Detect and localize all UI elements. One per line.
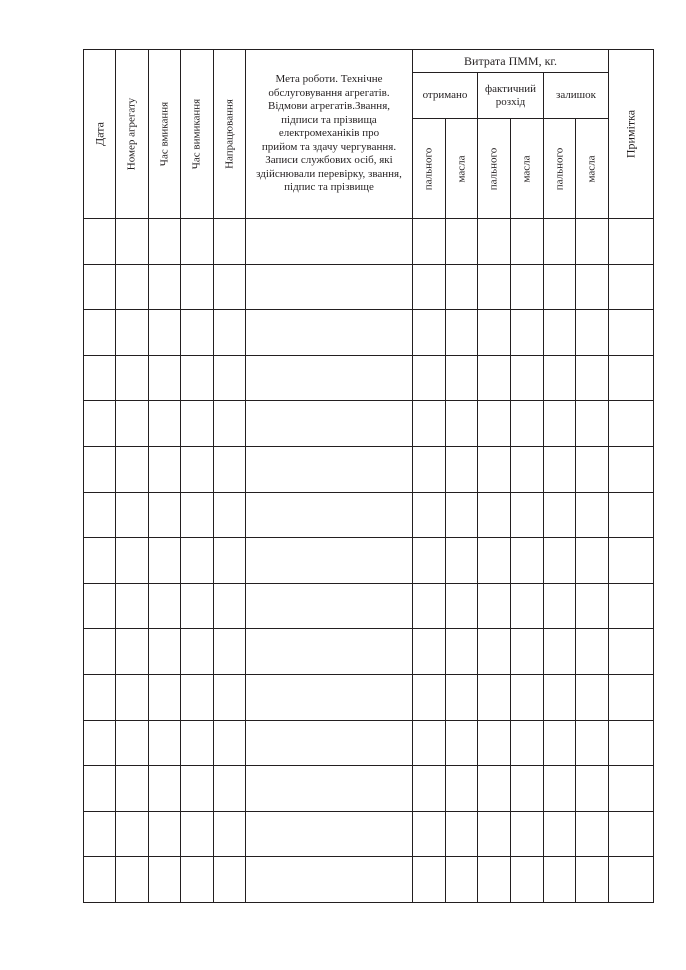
- table-cell[interactable]: [446, 264, 478, 310]
- table-cell[interactable]: [511, 766, 544, 812]
- table-cell[interactable]: [116, 811, 149, 857]
- table-cell[interactable]: [576, 446, 609, 492]
- table-cell[interactable]: [413, 492, 446, 538]
- header-purpose-line: підписи та прізвища: [281, 113, 377, 126]
- table-cell[interactable]: [84, 766, 116, 812]
- header-actual-consumption-line: розхід: [495, 95, 526, 108]
- table-cell[interactable]: [181, 264, 214, 310]
- table-cell[interactable]: [413, 355, 446, 401]
- table-cell[interactable]: [446, 401, 478, 447]
- table-cell[interactable]: [116, 355, 149, 401]
- table-cell[interactable]: [149, 401, 181, 447]
- table-cell[interactable]: [149, 446, 181, 492]
- table-cell[interactable]: [446, 538, 478, 584]
- table-cell[interactable]: [214, 310, 246, 356]
- table-cell[interactable]: [149, 811, 181, 857]
- table-cell[interactable]: [246, 766, 413, 812]
- table-row: [84, 219, 654, 265]
- table-cell[interactable]: [214, 355, 246, 401]
- table-cell[interactable]: [149, 538, 181, 584]
- table-cell[interactable]: [478, 264, 511, 310]
- table-cell[interactable]: [84, 629, 116, 675]
- table-cell[interactable]: [116, 766, 149, 812]
- table-cell[interactable]: [478, 492, 511, 538]
- table-cell[interactable]: [511, 446, 544, 492]
- table-cell[interactable]: [576, 857, 609, 903]
- table-cell[interactable]: [149, 310, 181, 356]
- table-cell[interactable]: [116, 310, 149, 356]
- table-cell[interactable]: [84, 720, 116, 766]
- table-cell[interactable]: [149, 492, 181, 538]
- table-cell[interactable]: [609, 538, 654, 584]
- table-cell[interactable]: [478, 583, 511, 629]
- table-cell[interactable]: [609, 355, 654, 401]
- table-cell[interactable]: [511, 264, 544, 310]
- table-cell[interactable]: [84, 219, 116, 265]
- table-cell[interactable]: [149, 264, 181, 310]
- table-cell[interactable]: [478, 401, 511, 447]
- header-actual-consumption-line: фактичний: [484, 82, 537, 95]
- table-cell[interactable]: [609, 310, 654, 356]
- table-cell[interactable]: [544, 401, 576, 447]
- table-cell[interactable]: [246, 538, 413, 584]
- table-cell[interactable]: [609, 446, 654, 492]
- table-cell[interactable]: [446, 492, 478, 538]
- table-cell[interactable]: [413, 446, 446, 492]
- header-purpose-line: електромеханіків про: [278, 127, 380, 140]
- table-cell[interactable]: [214, 720, 246, 766]
- table-cell[interactable]: [116, 401, 149, 447]
- table-cell[interactable]: [246, 401, 413, 447]
- table-cell[interactable]: [246, 446, 413, 492]
- table-cell[interactable]: [446, 583, 478, 629]
- table-row: [84, 857, 654, 903]
- table-cell[interactable]: [544, 538, 576, 584]
- table-cell[interactable]: [84, 583, 116, 629]
- table-cell[interactable]: [413, 720, 446, 766]
- header-fuel-label: пального: [487, 147, 500, 190]
- table-cell[interactable]: [413, 811, 446, 857]
- table-cell[interactable]: [446, 219, 478, 265]
- table-cell[interactable]: [246, 310, 413, 356]
- table-cell[interactable]: [413, 219, 446, 265]
- table-cell[interactable]: [511, 811, 544, 857]
- table-cell[interactable]: [116, 264, 149, 310]
- table-cell[interactable]: [181, 310, 214, 356]
- table-cell[interactable]: [576, 629, 609, 675]
- table-cell[interactable]: [116, 674, 149, 720]
- header-hours-worked: [214, 50, 246, 219]
- table-cell[interactable]: [511, 857, 544, 903]
- table-cell[interactable]: [181, 446, 214, 492]
- table-cell[interactable]: [246, 355, 413, 401]
- table-cell[interactable]: [413, 401, 446, 447]
- header-purpose-line: обслуговування агрегатів.: [268, 86, 390, 99]
- table-cell[interactable]: [511, 674, 544, 720]
- table-cell[interactable]: [84, 538, 116, 584]
- table-cell[interactable]: [214, 492, 246, 538]
- header-consumption-oil: [511, 119, 544, 219]
- table-cell[interactable]: [413, 310, 446, 356]
- table-cell[interactable]: [149, 674, 181, 720]
- table-cell[interactable]: [609, 264, 654, 310]
- table-cell[interactable]: [149, 219, 181, 265]
- header-remainder: залишок: [544, 73, 609, 119]
- table-row: [84, 446, 654, 492]
- table-cell[interactable]: [478, 766, 511, 812]
- header-received-fuel: [413, 119, 446, 219]
- table-cell[interactable]: [116, 720, 149, 766]
- table-cell[interactable]: [544, 583, 576, 629]
- table-cell[interactable]: [181, 720, 214, 766]
- table-row: [84, 766, 654, 812]
- table-cell[interactable]: [511, 355, 544, 401]
- table-row: [84, 583, 654, 629]
- table-row: [84, 720, 654, 766]
- table-cell[interactable]: [544, 355, 576, 401]
- table-cell[interactable]: [181, 766, 214, 812]
- table-cell[interactable]: [214, 401, 246, 447]
- table-cell[interactable]: [511, 538, 544, 584]
- header-purpose-line: прийом та здачу чергування.: [261, 140, 397, 153]
- header-note-label: Примітка: [623, 109, 638, 159]
- header-hours-worked-label: Напрацювання: [223, 99, 235, 169]
- table-cell[interactable]: [214, 219, 246, 265]
- table-cell[interactable]: [609, 401, 654, 447]
- table-cell[interactable]: [149, 720, 181, 766]
- table-cell[interactable]: [511, 583, 544, 629]
- fuel-log-table: [83, 49, 654, 903]
- table-cell[interactable]: [576, 674, 609, 720]
- table-cell[interactable]: [576, 720, 609, 766]
- table-cell[interactable]: [609, 720, 654, 766]
- table-cell[interactable]: [609, 674, 654, 720]
- table-cell[interactable]: [246, 583, 413, 629]
- table-cell[interactable]: [246, 629, 413, 675]
- table-cell[interactable]: [214, 629, 246, 675]
- header-purpose-line: Мета роботи. Технічне: [275, 73, 383, 86]
- table-cell[interactable]: [413, 583, 446, 629]
- table-cell[interactable]: [446, 674, 478, 720]
- header-fuel-label: пального: [422, 147, 435, 190]
- table-cell[interactable]: [576, 811, 609, 857]
- table-cell[interactable]: [116, 857, 149, 903]
- header-oil-label: масла: [455, 154, 467, 183]
- header-time-off: [181, 50, 214, 219]
- header-purpose-line: підпис та прізвище: [284, 181, 374, 194]
- header-oil-label: масла: [585, 154, 598, 183]
- table-cell[interactable]: [544, 446, 576, 492]
- table-cell[interactable]: [576, 492, 609, 538]
- table-cell[interactable]: [609, 219, 654, 265]
- table-cell[interactable]: [413, 629, 446, 675]
- header-fuel-label: пального: [553, 147, 565, 190]
- header-purpose: [246, 50, 413, 219]
- table-cell[interactable]: [544, 811, 576, 857]
- table-cell[interactable]: [84, 355, 116, 401]
- table-cell[interactable]: [544, 264, 576, 310]
- table-cell[interactable]: [116, 583, 149, 629]
- table-cell[interactable]: [246, 492, 413, 538]
- table-row: [84, 401, 654, 447]
- table-cell[interactable]: [478, 310, 511, 356]
- table-cell[interactable]: [446, 766, 478, 812]
- table-row: [84, 492, 654, 538]
- table-cell[interactable]: [511, 720, 544, 766]
- table-cell[interactable]: [544, 766, 576, 812]
- table-cell[interactable]: [576, 219, 609, 265]
- table-cell[interactable]: [544, 720, 576, 766]
- header-note: [609, 50, 654, 219]
- table-cell[interactable]: [446, 811, 478, 857]
- table-cell[interactable]: [84, 310, 116, 356]
- table-cell[interactable]: [246, 811, 413, 857]
- table-row: [84, 264, 654, 310]
- table-cell[interactable]: [84, 811, 116, 857]
- table-cell[interactable]: [609, 492, 654, 538]
- table-cell[interactable]: [84, 264, 116, 310]
- table-cell[interactable]: [84, 674, 116, 720]
- table-cell[interactable]: [511, 629, 544, 675]
- table-cell[interactable]: [84, 401, 116, 447]
- table-cell[interactable]: [478, 857, 511, 903]
- table-cell[interactable]: [478, 219, 511, 265]
- table-cell[interactable]: [214, 583, 246, 629]
- table-cell[interactable]: [181, 219, 214, 265]
- table-cell[interactable]: [149, 766, 181, 812]
- table-row: [84, 629, 654, 675]
- table-cell[interactable]: [246, 720, 413, 766]
- table-row: [84, 674, 654, 720]
- table-cell[interactable]: [478, 811, 511, 857]
- table-cell[interactable]: [116, 492, 149, 538]
- table-cell[interactable]: [413, 857, 446, 903]
- table-cell[interactable]: [214, 264, 246, 310]
- table-cell[interactable]: [576, 583, 609, 629]
- table-cell[interactable]: [116, 446, 149, 492]
- header-unit-number-label: Номер агрегату: [125, 97, 138, 171]
- table-cell[interactable]: [609, 857, 654, 903]
- table-cell[interactable]: [446, 446, 478, 492]
- table-cell[interactable]: [609, 766, 654, 812]
- table-cell[interactable]: [181, 811, 214, 857]
- table-cell[interactable]: [246, 219, 413, 265]
- table-cell[interactable]: [413, 264, 446, 310]
- table-cell[interactable]: [413, 538, 446, 584]
- table-cell[interactable]: [413, 674, 446, 720]
- table-cell[interactable]: [84, 492, 116, 538]
- table-cell[interactable]: [544, 857, 576, 903]
- table-cell[interactable]: [181, 355, 214, 401]
- header-consumption-fuel: [478, 119, 511, 219]
- header-purpose-line: Відмови агрегатів.Звання,: [268, 100, 390, 113]
- table-cell[interactable]: [413, 766, 446, 812]
- table-cell[interactable]: [544, 629, 576, 675]
- table-cell[interactable]: [446, 629, 478, 675]
- table-cell[interactable]: [544, 219, 576, 265]
- header-purpose-line: здійснювали перевірку, звання,: [256, 167, 402, 180]
- table-cell[interactable]: [116, 538, 149, 584]
- table-cell[interactable]: [576, 264, 609, 310]
- table-cell[interactable]: [181, 401, 214, 447]
- table-cell[interactable]: [511, 401, 544, 447]
- table-cell[interactable]: [544, 310, 576, 356]
- table-cell[interactable]: [446, 857, 478, 903]
- table-cell[interactable]: [609, 583, 654, 629]
- table-cell[interactable]: [214, 674, 246, 720]
- table-row: [84, 811, 654, 857]
- table-cell[interactable]: [478, 720, 511, 766]
- table-cell[interactable]: [478, 538, 511, 584]
- table-cell[interactable]: [576, 355, 609, 401]
- header-remainder-oil: [576, 119, 609, 219]
- table-cell[interactable]: [181, 674, 214, 720]
- header-purpose-line: Записи службових осіб, які: [265, 154, 393, 167]
- table-cell[interactable]: [214, 446, 246, 492]
- table-cell[interactable]: [609, 629, 654, 675]
- table-cell[interactable]: [478, 674, 511, 720]
- table-row: [84, 310, 654, 356]
- table-cell[interactable]: [576, 766, 609, 812]
- table-cell[interactable]: [511, 310, 544, 356]
- table-cell[interactable]: [446, 720, 478, 766]
- table-cell[interactable]: [478, 629, 511, 675]
- fuel-log-sheet: [83, 49, 654, 903]
- header-date: [84, 50, 116, 219]
- table-cell[interactable]: [478, 355, 511, 401]
- table-cell[interactable]: [181, 538, 214, 584]
- table-cell[interactable]: [544, 492, 576, 538]
- table-cell[interactable]: [181, 629, 214, 675]
- table-cell[interactable]: [214, 538, 246, 584]
- header-time-on-label: Час вмикання: [158, 101, 170, 167]
- header-received: отримано: [413, 73, 478, 119]
- table-cell[interactable]: [609, 811, 654, 857]
- table-cell[interactable]: [246, 857, 413, 903]
- table-cell[interactable]: [576, 538, 609, 584]
- header-oil-label: масла: [520, 154, 533, 183]
- table-cell[interactable]: [181, 492, 214, 538]
- table-cell[interactable]: [511, 492, 544, 538]
- table-cell[interactable]: [149, 583, 181, 629]
- table-row: [84, 355, 654, 401]
- table-cell[interactable]: [511, 219, 544, 265]
- header-actual-consumption: [478, 73, 544, 119]
- table-cell[interactable]: [214, 766, 246, 812]
- table-cell[interactable]: [84, 446, 116, 492]
- table-cell[interactable]: [149, 629, 181, 675]
- header-fuel-usage: Витрата ПММ, кг.: [413, 50, 609, 73]
- header-time-on: [149, 50, 181, 219]
- table-cell[interactable]: [246, 674, 413, 720]
- table-cell[interactable]: [576, 401, 609, 447]
- table-cell[interactable]: [84, 857, 116, 903]
- table-cell[interactable]: [214, 811, 246, 857]
- header-unit-number: [116, 50, 149, 219]
- table-cell[interactable]: [181, 583, 214, 629]
- table-cell[interactable]: [149, 857, 181, 903]
- table-cell[interactable]: [576, 310, 609, 356]
- table-cell[interactable]: [214, 857, 246, 903]
- header-time-off-label: Час вимикання: [190, 98, 203, 170]
- table-row: [84, 538, 654, 584]
- header-remainder-fuel: [544, 119, 576, 219]
- table-cell[interactable]: [478, 446, 511, 492]
- table-cell[interactable]: [116, 629, 149, 675]
- table-cell[interactable]: [446, 310, 478, 356]
- table-cell[interactable]: [246, 264, 413, 310]
- header-date-label: Дата: [92, 122, 106, 146]
- table-cell[interactable]: [181, 857, 214, 903]
- table-cell[interactable]: [116, 219, 149, 265]
- table-cell[interactable]: [149, 355, 181, 401]
- table-cell[interactable]: [544, 674, 576, 720]
- table-cell[interactable]: [446, 355, 478, 401]
- header-received-oil: [446, 119, 478, 219]
